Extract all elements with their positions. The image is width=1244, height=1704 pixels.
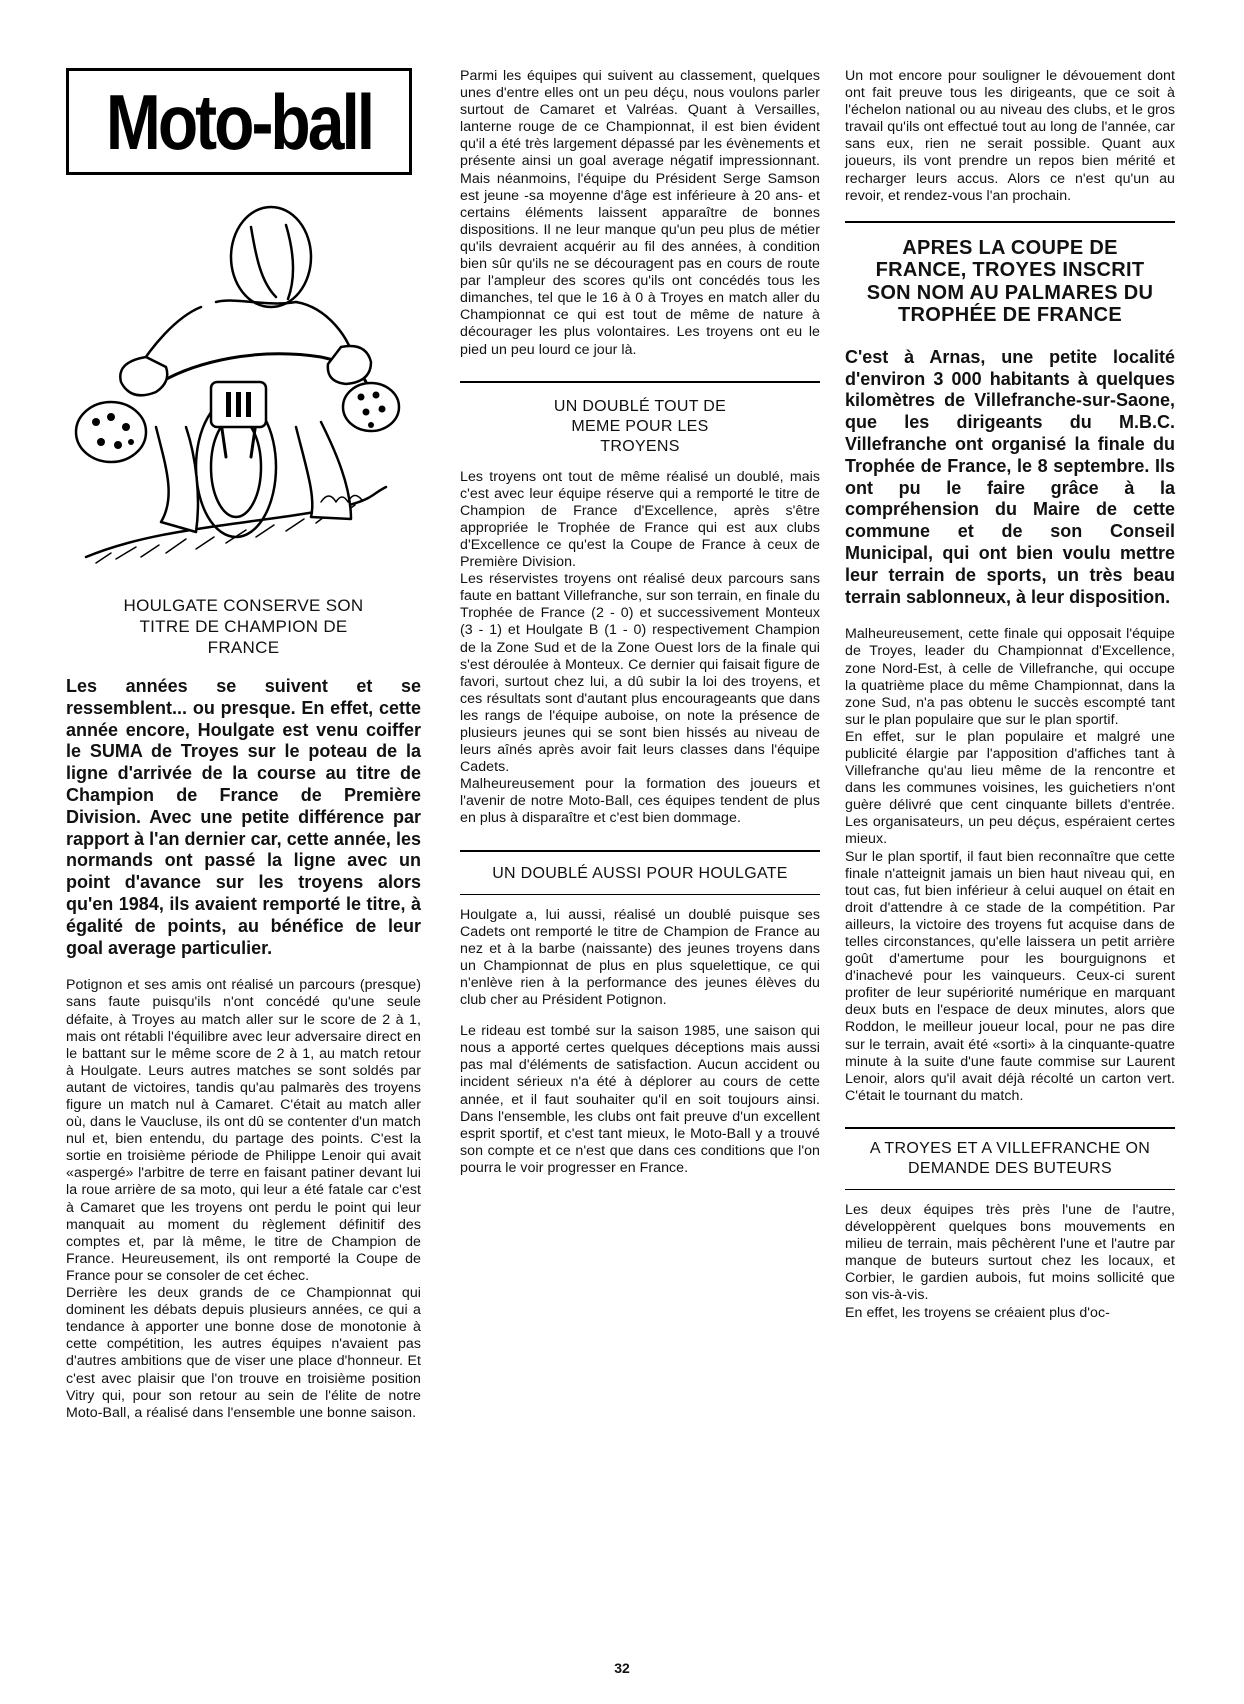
- section-title-houlgate-conserve: HOULGATE CONSERVE SON TITRE DE CHAMPION DE FRANCE: [123, 596, 364, 657]
- section-title-double-houlgate: UN DOUBLÉ AUSSI POUR HOULGATE: [492, 864, 788, 882]
- paragraph: Sur le plan sportif, il faut bien reconnaître que cette finale n'atteignit jamais un bien haut niveau qui, en tout cas, fut bien inférieur à celui auquel on était en droit d'attendre à ce stade de la compétition. Par ailleurs, la victoire des troyens fut acquise dans de telles circonstances, qu'elle laissera un petit arrière goût d'amertume pour les bourguignons et d'inachevé pour les vainqueurs. Ceux-ci surent profiter de leur supériorité numérique en marquant deux buts en l'espace de deux minutes, alors que Roddon, le meilleur joueur local, pour ne pas dire sur le terrain, avait été «sorti» à la cinquante-quatre minute à la suite d'une faute commise sur Laurent Lenoir, alors qu'il avait déjà récolté un carton vert. C'était le tournant du match.: [845, 848, 1175, 1104]
- article-body-5: [845, 1202, 1175, 1322]
- paragraph: Houlgate a, lui aussi, réalisé un doublé puisque ses Cadets ont remporté le titre de Champion de France au nez et à la barbe (naissante) des jeunes troyens dans un Championnat de plus en plus squelettique, ce qui n'enlève rien à la performance des jeunes élèves du club cher au Président Potignon.: [460, 906, 820, 1009]
- paragraph: Malheureusement, cette finale qui opposait l'équipe de Troyes, leader du Championnat d'Excellence, zone Nord-Est, à celle de Villefranche, qui occupe la quatrième place du même Championnat, dans la zone Sud, n'a pas obtenu le succès escompté tant sur le plan populaire que sur le plan sportif.: [845, 626, 1175, 728]
- section-divider: [845, 1189, 1175, 1190]
- motorcyclist-drawing: [66, 197, 412, 565]
- paragraph: En effet, les troyens se créaient plus d'oc-: [845, 1304, 1110, 1321]
- article-body-4: [845, 626, 1175, 1105]
- paragraph: Parmi les équipes qui suivent au classement, quelques unes d'entre elles ont un peu déçu, nous voulons parler surtout de Camaret et Valréas. Quant à Versailles, lanterne rouge de ce Championnat, il est bien évident qu'il a été très largement dépassé par les évènements et présente ainsi un goal average négatif impressionnant. Mais néanmoins, l'équipe du Président Serge Samson est jeune -sa moyenne d'âge est inférieure à 20 ans- et certains éléments laissent apparaître de bonnes dispositions. Il ne leur manque qu'un peu plus de métier qu'ils devraient acquérir au fil des années, à condition bien sûr qu'ils ne se découragent pas en cours de route par l'ampleur des scores qu'ils ont concédés tous les dimanches, tel que le 16 à 0 à Troyes en match aller du Championnat ce qui est tout de même de nature à décourager les plus volontaires. Les troyens ont eu le pied un peu lourd ce jour là.: [460, 68, 820, 358]
- column-3: [845, 68, 1175, 1322]
- article-body-3-continued: [845, 68, 1175, 205]
- lead-paragraph-arnas: C'est à Arnas, une petite localité d'environ 3 000 habitants à quelques kilomètres de Villefranche-sur-Saone, que les dirigeants du M.B.C. Villefranche ont organisé la finale du Trophée de France, le 8 septembre. Ils ont pu le faire grâce à la compréhension du Maire de cette commune et de son Conseil Municipal, qui ont bien voulu mettre leur terrain de sports, un très beau terrain sablonneux, à leur disposition.: [845, 346, 1175, 607]
- paragraph: Malheureusement pour la formation des joueurs et l'avenir de notre Moto-Ball, ces équipes tendent de plus en plus à disparaître et c'est bien dommage.: [460, 776, 820, 827]
- article-body-1-continued: [460, 68, 820, 359]
- paragraph: Le rideau est tombé sur la saison 1985, une saison qui nous a apporté certes quelques déceptions mais aussi pas mal d'éléments de satisfaction. Aucun accident ou incident sérieux n'a été à déplorer au cours de cette année, et il faut souhaiter qu'il en soit toujours ainsi. Dans l'ensemble, les clubs ont fait preuve d'un excellent esprit sportif, et c'est tant mieux, le Moto-Ball y a trouvé son compte et ce n'est que dans ces conditions que l'on pourra le voir progresser en France.: [460, 1023, 820, 1176]
- column-1: [66, 68, 421, 1422]
- paragraph: Les réservistes troyens ont réalisé deux parcours sans faute en battant Villefranche, sur son terrain, en finale du Trophée de France (2 - 0) et successivement Monteux (3 - 1) et Houlgate B (1 - 0) respectivement Champion de la Zone Sud et de la Zone Ouest lors de la finale qui s'est déroulée à Monteux. Ce dernier qui faisait figure de favori, surtout chez lui, a dû subir la loi des troyens, et ces résultats sont d'autant plus encourageants que dans les rangs de l'équipe auboise, on note la présence de plusieurs jeunes qui se sont bien hissés au niveau de leurs aînés après avoir fait leurs classes dans l'équipe Cadets.: [460, 571, 820, 776]
- article-body-2: [460, 469, 820, 828]
- logo-text: Moto-ball: [105, 77, 373, 166]
- section-divider: [460, 894, 820, 895]
- moto-ball-logo: [66, 68, 412, 175]
- paragraph: En effet, sur le plan populaire et malgré une publicité élargie par l'apposition d'affiches tant à Villefranche qu'au lieu même de la rencontre et dans les communes voisines, les guichetiers n'ont guère délivré que cent cinquante billets d'entrée. Les organisateurs, un peu déçus, espéraient certes mieux.: [845, 728, 1175, 848]
- paragraph: Les troyens ont tout de même réalisé un doublé, mais c'est avec leur équipe réserve qui a remporté le titre de Champion de France d'Excellence, après s'être appropriée le Trophée de France qui est aux clubs d'Excellence ce qu'est la Coupe de France à ceux de Première Division.: [460, 468, 820, 571]
- page-number: 32: [614, 1660, 630, 1676]
- paragraph: Potignon et ses amis ont réalisé un parcours (presque) sans faute puisqu'ils n'ont concédé qu'une seule défaite, à Troyes au match aller sur le score de 2 à 1, mais ont rétabli l'équilibre avec leur adversaire direct en le battant sur le même score de 2 à 1, au match retour à Houlgate. Leurs autres matches se sont soldés par autant de victoires, tandis qu'au palmarès des troyens figure un match nul à Camaret. C'était au match aller où, dans le Vaucluse, ils ont dû se contenter d'un match nul et, bien entendu, du partage des points. C'est la sortie en troisième période de Philippe Lenoir qui avait «aspergé» l'arbitre de terre en faisant patiner devant lui la roue arrière de sa moto, qui leur a été fatale car c'est à Camaret que les troyens ont perdu le point qui leur manquait au moment du règlement définitif des comptes et, par là même, le titre de Champion de France. Heureusement, ils ont remporté la Coupe de France pour se consoler de cet échec.: [66, 977, 421, 1284]
- lead-paragraph-houlgate: Les années se suivent et se ressemblent... ou presque. En effet, cette année encore, Houlgate est venu coiffer le SUMA de Troyes sur le poteau de la ligne d'arrivée de la course au titre de Champion de France de Première Division. Avec une petite différence par rapport à l'an dernier car, cette année, les normands ont passé la ligne avec un point d'avance sur les troyens alors qu'en 1984, ils avaient remporté le titre, à égalité de points, au bénéfice de leur goal average particulier.: [66, 676, 421, 958]
- section-divider: [845, 1127, 1175, 1129]
- section-divider: [460, 850, 820, 852]
- section-title-buteurs: A TROYES ET A VILLEFRANCHE ON DEMANDE DES BUTEURS: [869, 1139, 1151, 1177]
- column-2: [460, 68, 820, 1177]
- article-body-1: [66, 977, 421, 1421]
- paragraph: Un mot encore pour souligner le dévouement dont ont fait preuve tous les dirigeants, que ce soit à l'échelon national ou au niveau des clubs, et le gros travail qu'ils ont effectué tout au long de l'année, car sans eux, rien ne serait possible. Quant aux joueurs, ils vont prendre un repos bien mérité et recharger leurs accus. Alors ce n'est qu'un au revoir, et rendez-vous l'an prochain.: [845, 68, 1175, 204]
- moto-ball-illustration: [66, 197, 412, 565]
- paragraph: Derrière les deux grands de ce Championnat qui dominent les débats depuis plusieurs années, ce qui a tendance à apporter une bonne dose de monotonie à cette compétition, les autres équipes n'avaient pas d'autres ambitions que de viser une place d'honneur. Et c'est avec plaisir que l'on trouve en troisième position Vitry qui, pour son retour au sein de l'élite de notre Moto-Ball, a réalisé dans l'ensemble une bonne saison.: [66, 1285, 421, 1421]
- section-title-trophee-de-france: APRES LA COUPE DE FRANCE, TROYES INSCRIT SON NOM AU PALMARES DU TROPHÉE DE FRANCE: [866, 236, 1154, 327]
- section-divider: [845, 221, 1175, 223]
- paragraph: Les deux équipes très près l'une de l'autre, développèrent quelques bons mouvements en milieu de terrain, mais pêchèrent l'une et l'autre par manque de buteurs surtout chez les locaux, et Corbier, le gardien aubois, fut moins sollicité que son vis-à-vis.: [845, 1201, 1175, 1304]
- section-title-double-troyens: UN DOUBLÉ TOUT DE MEME POUR LES TROYENS: [553, 397, 727, 455]
- section-divider: [460, 381, 820, 383]
- article-body-3: [460, 907, 820, 1177]
